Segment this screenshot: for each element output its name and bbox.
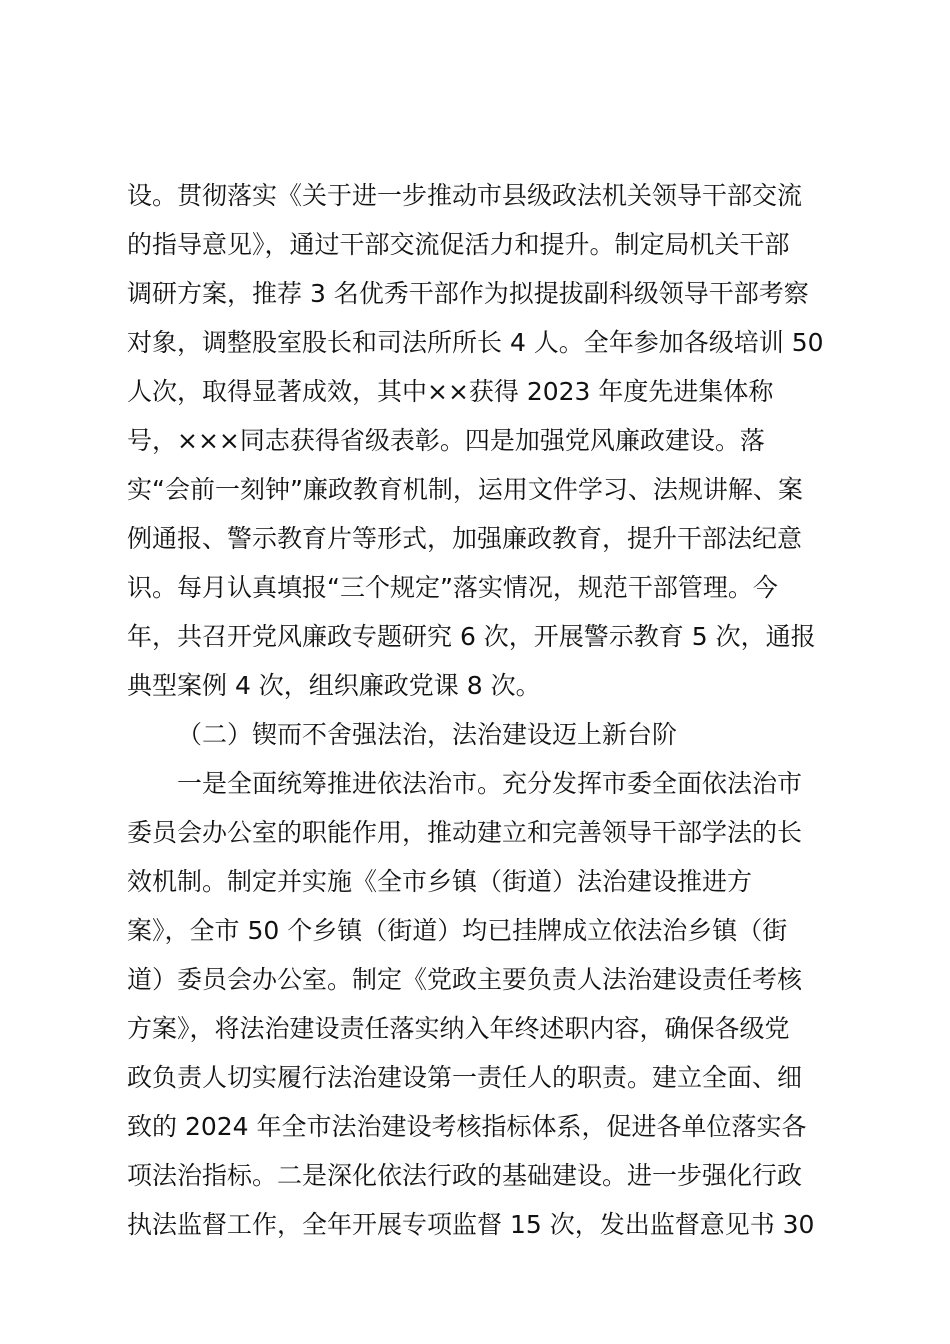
text-line: 典型案例 4 次，组织廉政党课 8 次。 — [127, 671, 541, 700]
text-line: 例通报、警示教育片等形式，加强廉政教育，提升干部法纪意 — [127, 524, 803, 553]
text-line: 实“会前一刻钟”廉政教育机制，运用文件学习、法规讲解、案 — [127, 475, 803, 504]
text-line: 对象，调整股室股长和司法所所长 4 人。全年参加各级培训 50 — [127, 328, 824, 357]
text-line: 年，共召开党风廉政专题研究 6 次，开展警示教育 5 次，通报 — [127, 622, 816, 651]
text-line: 一是全面统筹推进依法治市。充分发挥市委全面依法治市 — [177, 769, 803, 798]
text-line: 项法治指标。二是深化依法行政的基础建设。进一步强化行政 — [127, 1161, 803, 1190]
text-line: 识。每月认真填报“三个规定”落实情况，规范干部管理。今 — [127, 573, 778, 602]
text-line: 号，×××同志获得省级表彰。四是加强党风廉政建设。落 — [127, 426, 765, 455]
text-line: 的指导意见》，通过干部交流促活力和提升。制定局机关干部 — [127, 230, 790, 259]
text-line: 方案》，将法治建设责任落实纳入年终述职内容，确保各级党 — [127, 1014, 790, 1043]
text-line: 案》，全市 50 个乡镇（街道）均已挂牌成立依法治乡镇（街 — [127, 916, 788, 945]
text-line: 政负责人切实履行法治建设第一责任人的职责。建立全面、细 — [127, 1063, 803, 1092]
text-line: 致的 2024 年全市法治建设考核指标体系，促进各单位落实各 — [127, 1112, 807, 1141]
text-line: 人次，取得显著成效，其中××获得 2023 年度先进集体称 — [127, 377, 774, 406]
text-line: 道）委员会办公室。制定《党政主要负责人法治建设责任考核 — [127, 965, 803, 994]
text-line: 委员会办公室的职能作用，推动建立和完善领导干部学法的长 — [127, 818, 803, 847]
text-line: 执法监督工作，全年开展专项监督 15 次，发出监督意见书 30 — [127, 1210, 815, 1239]
text-line: 效机制。制定并实施《全市乡镇（街道）法治建设推进方 — [127, 867, 753, 896]
text-line: 设。贯彻落实《关于进一步推动市县级政法机关领导干部交流 — [127, 181, 803, 210]
text-line: 调研方案，推荐 3 名优秀干部作为拟提拔副科级领导干部考察 — [127, 279, 809, 308]
section-heading: （二）锲而不舍强法治，法治建设迈上新台阶 — [177, 720, 678, 749]
